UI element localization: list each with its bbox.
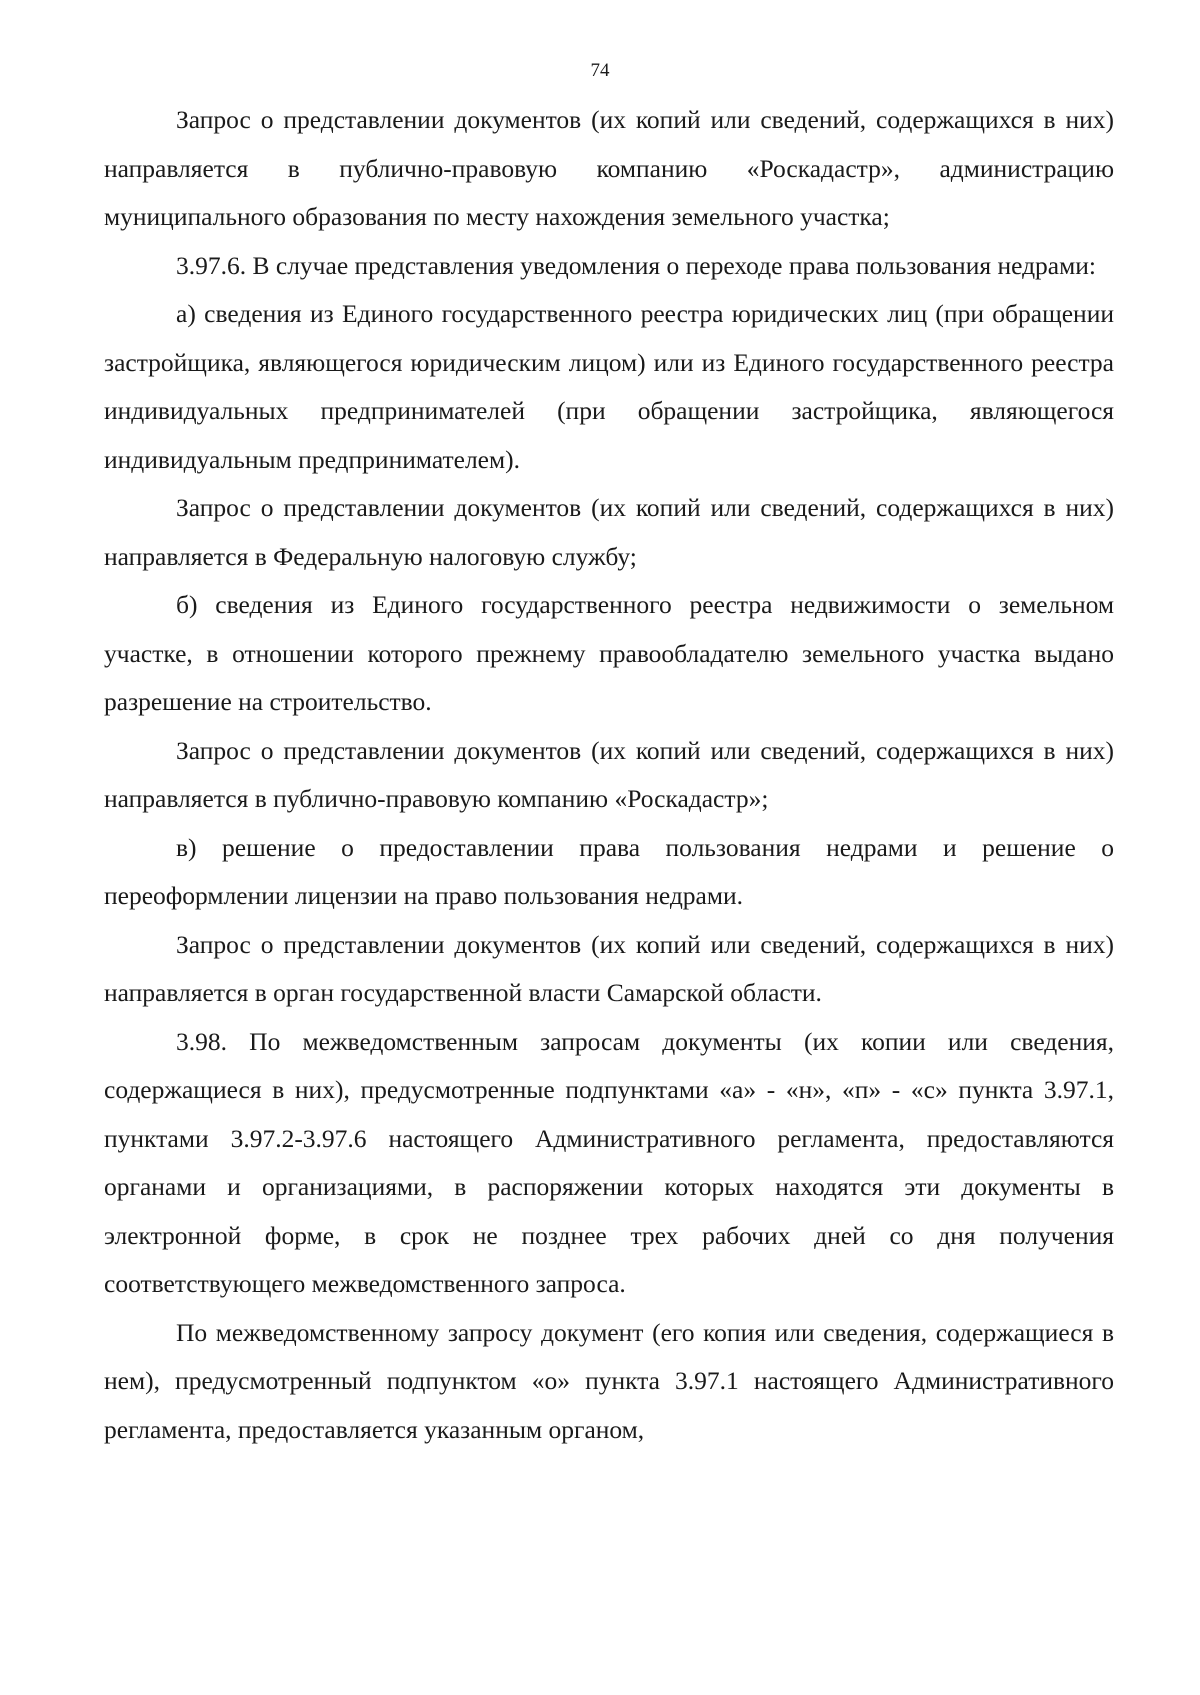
paragraph: Запрос о представлении документов (их копий или сведений, содержащихся в них) направляется в публично-правовую компанию «Роскадастр»; [104,735,1114,813]
paragraph: б) сведения из Единого государственного реестра недвижимости о земельном участке, в отношении которого прежнему правообладателю земельного участка выдано разрешение на строительство. [104,590,1114,716]
paragraph: По межведомственному запросу документ (его копия или сведения, содержащиеся в нем), предусмотренный подпунктом «о» пункта 3.97.1 настоящего Административного регламента, предоставляется указанным органом, [104,1317,1114,1444]
paragraph: в) решение о предоставлении права пользования недрами и решение о переоформлении лицензии на право пользования недрами. [104,832,1114,910]
document-body [104,96,1114,1454]
paragraph: 3.98. По межведомственным запросам документы (их копии или сведения, содержащиеся в них), предусмотренные подпунктами «а» - «н», «п» - «с» пункта 3.97.1, пунктами 3.97.2-3.97.6 настоящего Административного регламента, предоставляются органами и организациями, в распоряжении которых находятся эти документы в электронной форме, в срок не позднее трех рабочих дней со дня получения соответствующего межведомственного запроса. [104,1026,1114,1298]
paragraph: Запрос о представлении документов (их копий или сведений, содержащихся в них) направляется в публично-правовую компанию «Роскадастр», администрацию муниципального образования по месту нахождения земельного участка; [104,105,1114,231]
paragraph: а) сведения из Единого государственного реестра юридических лиц (при обращении застройщика, являющегося юридическим лицом) или из Единого государственного реестра индивидуальных предпринимателей (при обращении застройщика, являющегося индивидуальным предпринимателем). [104,299,1114,474]
paragraph: Запрос о представлении документов (их копий или сведений, содержащихся в них) направляется в орган государственной власти Самарской области. [104,929,1114,1007]
paragraph: Запрос о представлении документов (их копий или сведений, содержащихся в них) направляется в Федеральную налоговую службу; [104,493,1114,571]
paragraph: 3.97.6. В случае представления уведомления о переходе права пользования недрами: [176,250,1096,280]
page-number: 74 [590,60,610,81]
